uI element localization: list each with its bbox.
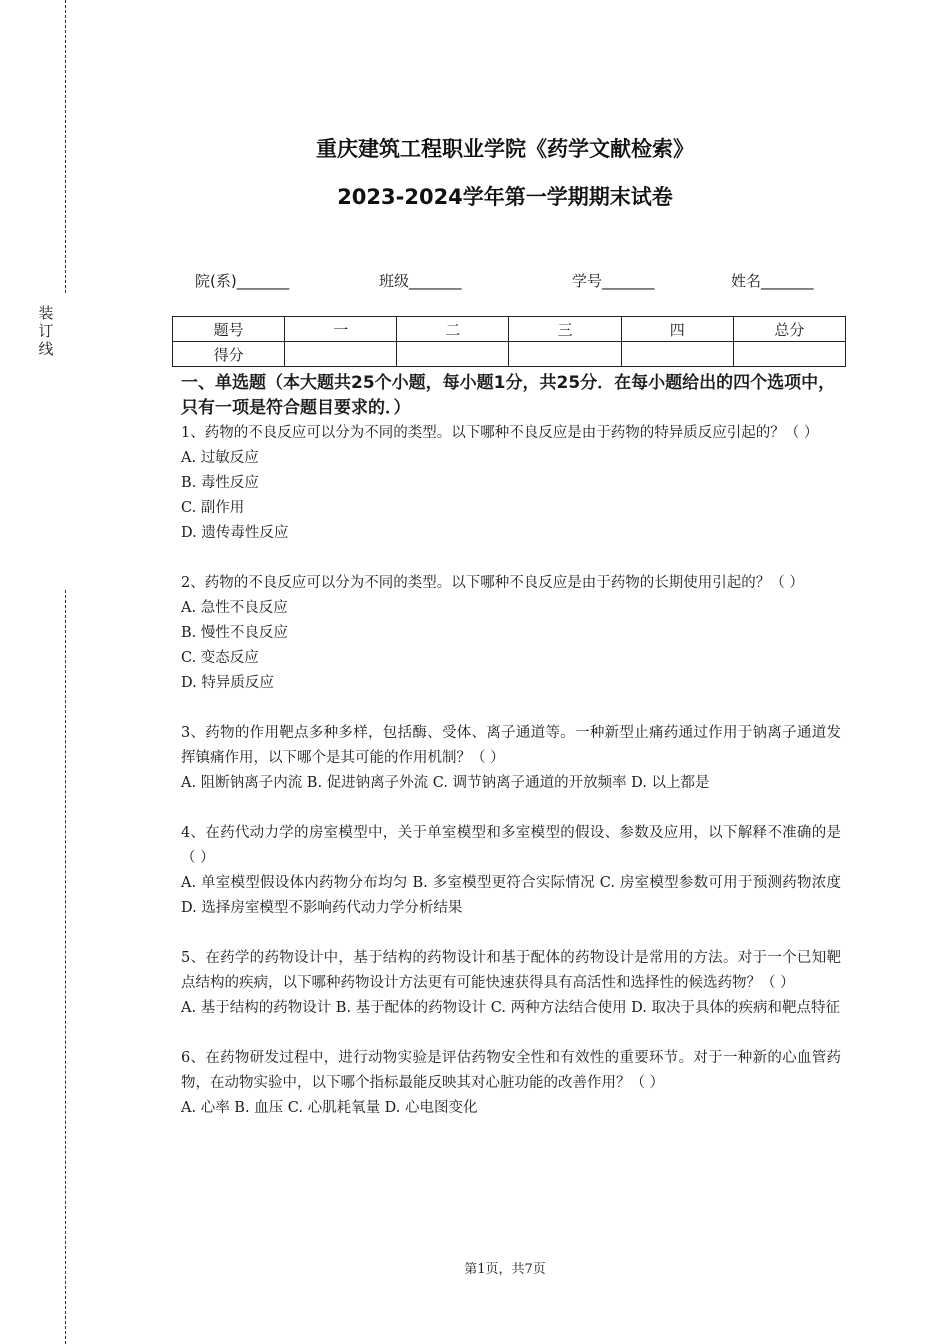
score-table-cell: 二 <box>397 317 509 342</box>
score-cell-empty <box>285 342 397 367</box>
score-cell-empty <box>621 342 733 367</box>
question-4 <box>181 821 841 921</box>
score-table-cell: 四 <box>621 317 733 342</box>
score-table-header-row <box>173 317 846 342</box>
option-d: D. 特异质反应 <box>181 675 274 691</box>
class-field: 班级_______ <box>379 272 462 290</box>
section-title: 一、单选题（本大题共25个小题，每小题1分，共25分．在每小题给出的四个选项中，只有一项是符合题目要求的．） <box>181 373 836 418</box>
exam-title: 重庆建筑工程职业学院《药学文献检索》 <box>316 137 694 161</box>
student-id-field: 学号_______ <box>572 272 655 290</box>
option-b: B. 毒性反应 <box>181 475 259 491</box>
binding-char: 线 <box>38 340 54 358</box>
question-stem: 6、在药物研发过程中，进行动物实验是评估药物安全性和有效性的重要环节。对于一种新的心血管药物，在动物实验中，以下哪个指标最能反映其对心脏功能的改善作用？（ ） <box>181 1050 841 1091</box>
student-info-row <box>0 270 950 292</box>
question-6 <box>181 1046 841 1121</box>
score-cell-empty <box>733 342 845 367</box>
options-line: A. 心率 B. 血压 C. 心肌耗氧量 D. 心电图变化 <box>181 1100 478 1116</box>
score-table-score-row <box>173 342 846 367</box>
score-table-cell: 题号 <box>173 317 285 342</box>
page-footer: 第1页，共7页 <box>464 1262 546 1277</box>
score-table-cell: 三 <box>509 317 621 342</box>
option-a: A. 急性不良反应 <box>181 600 288 616</box>
option-d: D. 遗传毒性反应 <box>181 525 289 541</box>
option-b: B. 慢性不良反应 <box>181 625 288 641</box>
question-stem: 3、药物的作用靶点多种多样，包括酶、受体、离子通道等。一种新型止痛药通过作用于钠离子通道发挥镇痛作用，以下哪个是其可能的作用机制？（ ） <box>181 725 841 766</box>
score-table-cell: 一 <box>285 317 397 342</box>
binding-dashed-line-bottom <box>65 590 66 1344</box>
binding-char: 订 <box>38 322 54 340</box>
binding-label <box>38 304 54 358</box>
exam-subtitle: 2023-2024学年第一学期期末试卷 <box>337 185 673 209</box>
question-3 <box>181 721 841 796</box>
question-stem: 4、在药代动力学的房室模型中，关于单室模型和多室模型的假设、参数及应用，以下解释不准确的是（ ） <box>181 825 841 866</box>
question-stem: 1、药物的不良反应可以分为不同的类型。以下哪种不良反应是由于药物的特异质反应引起的？（ ） <box>181 425 819 441</box>
score-table <box>172 316 846 367</box>
name-field: 姓名_______ <box>731 272 814 290</box>
option-c: C. 副作用 <box>181 500 245 516</box>
question-2 <box>181 571 841 696</box>
options-line: A. 基于结构的药物设计 B. 基于配体的药物设计 C. 两种方法结合使用 D. 取决于具体的疾病和靶点特征 <box>181 1000 841 1016</box>
option-a: A. 过敏反应 <box>181 450 259 466</box>
options-line: A. 单室模型假设体内药物分布均匀 B. 多室模型更符合实际情况 C. 房室模型参数可用于预测药物浓度 D. 选择房室模型不影响药代动力学分析结果 <box>181 875 841 916</box>
binding-char: 装 <box>38 304 54 322</box>
options-line: A. 阻断钠离子内流 B. 促进钠离子外流 C. 调节钠离子通道的开放频率 D. 以上都是 <box>181 775 710 791</box>
exam-content <box>181 371 841 1121</box>
score-cell-empty <box>509 342 621 367</box>
option-c: C. 变态反应 <box>181 650 259 666</box>
score-table-cell: 总分 <box>733 317 845 342</box>
question-stem: 2、药物的不良反应可以分为不同的类型。以下哪种不良反应是由于药物的长期使用引起的？（ ） <box>181 575 804 591</box>
question-5 <box>181 946 841 1021</box>
question-stem: 5、在药学的药物设计中，基于结构的药物设计和基于配体的药物设计是常用的方法。对于一个已知靶点结构的疾病，以下哪种药物设计方法更有可能快速获得具有高活性和选择性的候选药物？（ ） <box>181 950 841 991</box>
question-1 <box>181 421 841 546</box>
score-cell-empty <box>397 342 509 367</box>
department-field: 院(系)_______ <box>195 272 290 290</box>
score-table-cell: 得分 <box>173 342 285 367</box>
